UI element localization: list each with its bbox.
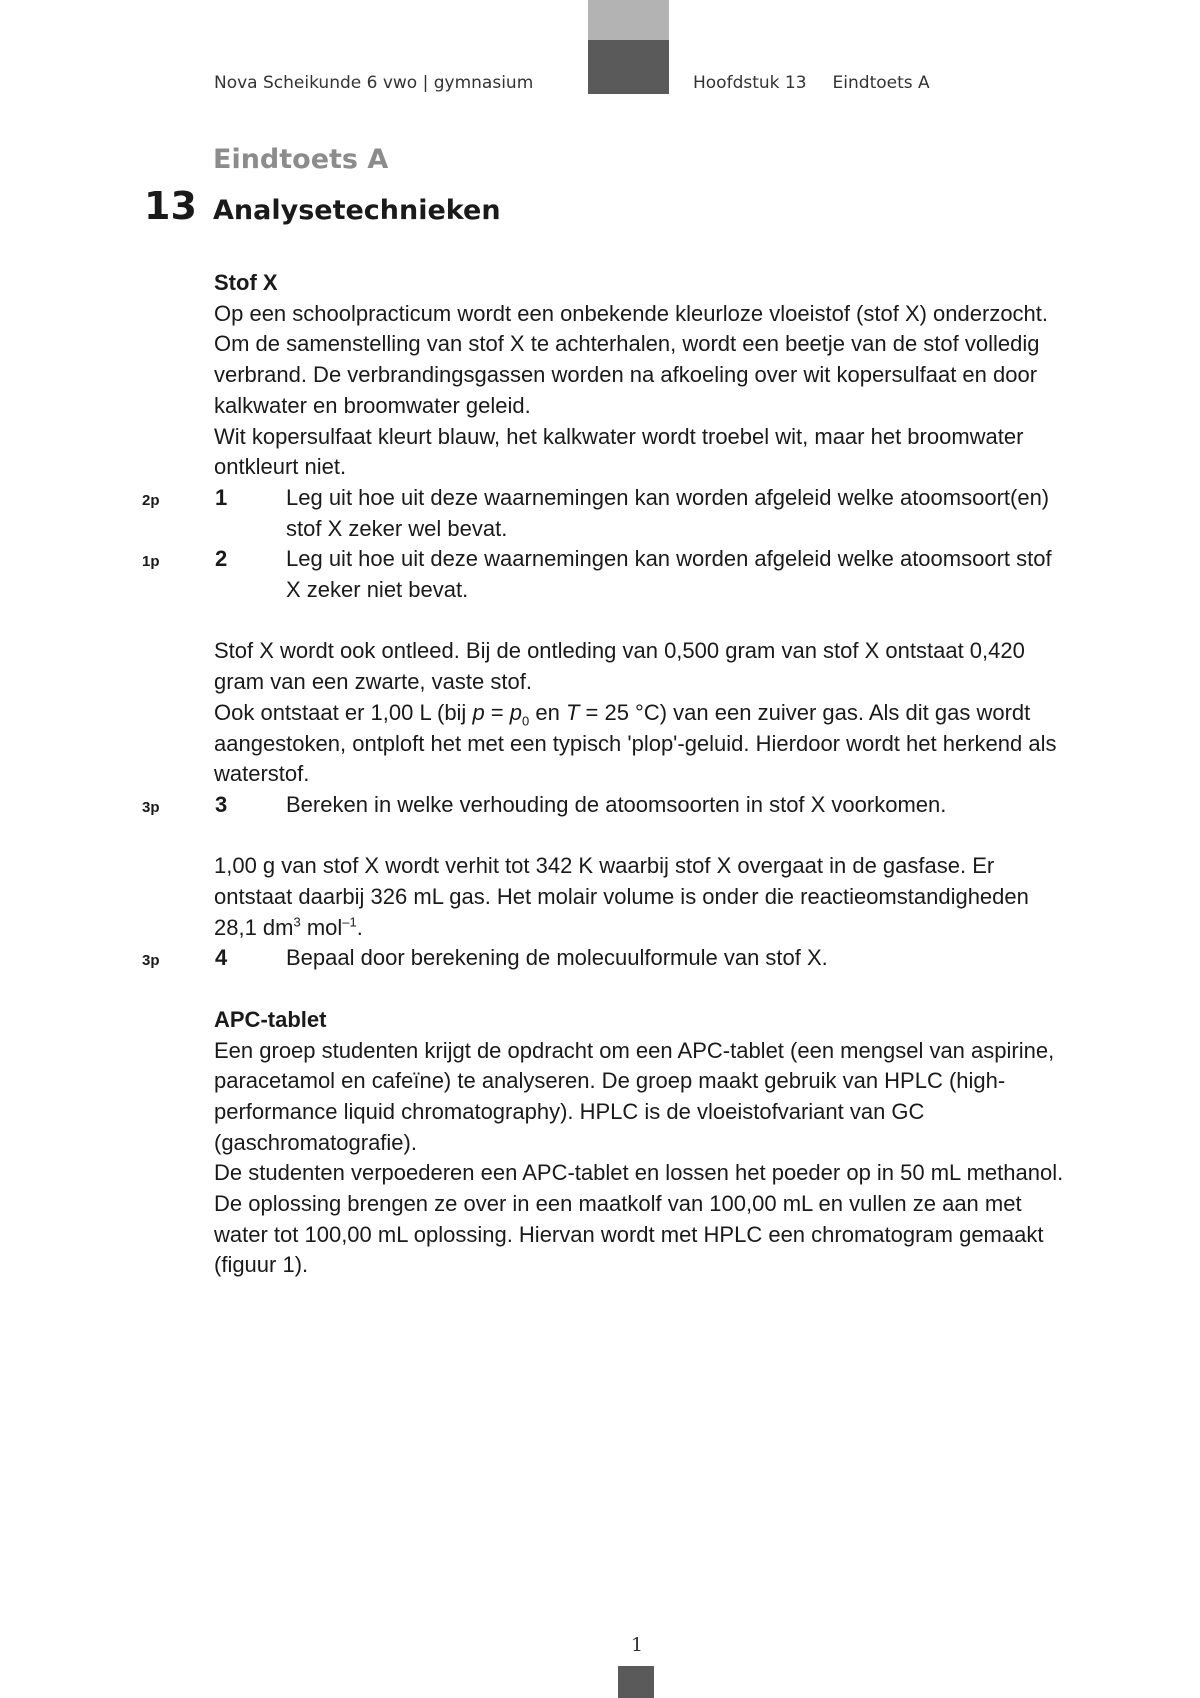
question-3 — [142, 790, 1064, 821]
question-4 — [142, 943, 1064, 974]
question-number: 1 — [215, 484, 228, 510]
stof-x-intro: Op een schoolpracticum wordt een onbekende kleurloze vloeistof (stof X) onderzocht. Om de samenstelling van stof X te achterhalen, wordt een beetje van de stof volledig verbrand. De verbrandingsgassen worden na afkoeling over wit kopersulfaat en door kalkwater en broomwater geleid. — [214, 300, 1049, 418]
top-tab-dark — [588, 40, 669, 94]
question-text: Leg uit hoe uit deze waarnemingen kan worden afgeleid welke atoomsoort(en) stof X zeker wel bevat. — [286, 484, 1050, 541]
spacer — [214, 606, 1064, 637]
running-header-book: Nova Scheikunde 6 vwo | gymnasium — [214, 73, 534, 93]
question-number: 4 — [215, 945, 228, 971]
apc-paragraph-1: Een groep studenten krijgt de opdracht om een APC-tablet (een mengsel van aspirine, paracetamol en cafeïne) te analyseren. De groep maakt gebruik van HPLC (high-performance liquid chromatography). HPLC is de vloeistofvariant van GC (gaschromatografie). — [214, 1037, 1055, 1155]
question-points: 1p — [142, 553, 160, 571]
spacer — [214, 821, 1064, 852]
main-content — [142, 268, 1064, 1281]
test-kicker: Eindtoets A — [213, 144, 389, 175]
question-points: 3p — [142, 798, 160, 816]
chapter-number: 13 — [144, 184, 197, 228]
top-tab-marker — [588, 0, 669, 94]
bottom-tab-marker — [618, 1666, 654, 1698]
section-heading-apc: APC-tablet — [214, 1006, 327, 1032]
heating-text: 1,00 g van stof X wordt verhit tot 342 K waarbij stof X overgaat in de gasfase. Er ontstaat daarbij 326 mL gas. Het molair volume is onder die reactieomstandigheden 28,1 $dm^3$ mol$^{-1}$. — [214, 853, 1029, 940]
question-text: Bereken in welke verhouding de atoomsoorten in stof X voorkomen. — [286, 791, 947, 817]
header-section: Eindtoets A — [832, 73, 930, 93]
header-chapter: Hoofdstuk 13 — [693, 73, 807, 93]
chapter-title: Analysetechnieken — [213, 195, 501, 226]
question-number: 2 — [215, 546, 228, 572]
running-header-chapter — [693, 73, 930, 93]
decomposition-text-1: Stof X wordt ook ontleed. Bij de ontleding van 0,500 gram van stof X ontstaat 0,420 gram van een zwarte, vaste stof. — [214, 638, 1025, 695]
question-1 — [142, 483, 1064, 544]
apc-paragraph-2: De studenten verpoederen een APC-tablet en lossen het poeder op in 50 mL methanol. De oplossing brengen ze over in een maatkolf van 100,00 mL en vullen ze aan met water tot 100,00 mL oplossing. Hiervan wordt met HPLC een chromatogram gemaakt (figuur 1). — [214, 1160, 1064, 1278]
top-tab-light — [588, 0, 669, 40]
decomposition-text-2: Ook ontstaat er 1,00 L (bij $p = p_0$ en T = 25 °C) van een zuiver gas. Als dit gas wordt aangestoken, ontploft het met een typisch 'plop'-geluid. Hierdoor wordt het herkend als waterstof. — [214, 699, 1057, 787]
spacer — [214, 974, 1064, 1005]
question-number: 3 — [215, 791, 228, 817]
question-text: Leg uit hoe uit deze waarnemingen kan worden afgeleid welke atoomsoort stof X zeker niet bevat. — [286, 546, 1052, 603]
question-text: Bepaal door berekening de molecuulformule van stof X. — [286, 945, 828, 971]
page-number: 1 — [630, 1634, 644, 1656]
stof-x-observation: Wit kopersulfaat kleurt blauw, het kalkwater wordt troebel wit, maar het broomwater ontkleurt niet. — [214, 423, 1024, 480]
question-points: 2p — [142, 491, 160, 509]
section-heading-stof-x: Stof X — [214, 270, 278, 295]
question-points: 3p — [142, 952, 160, 970]
question-2 — [142, 544, 1064, 605]
